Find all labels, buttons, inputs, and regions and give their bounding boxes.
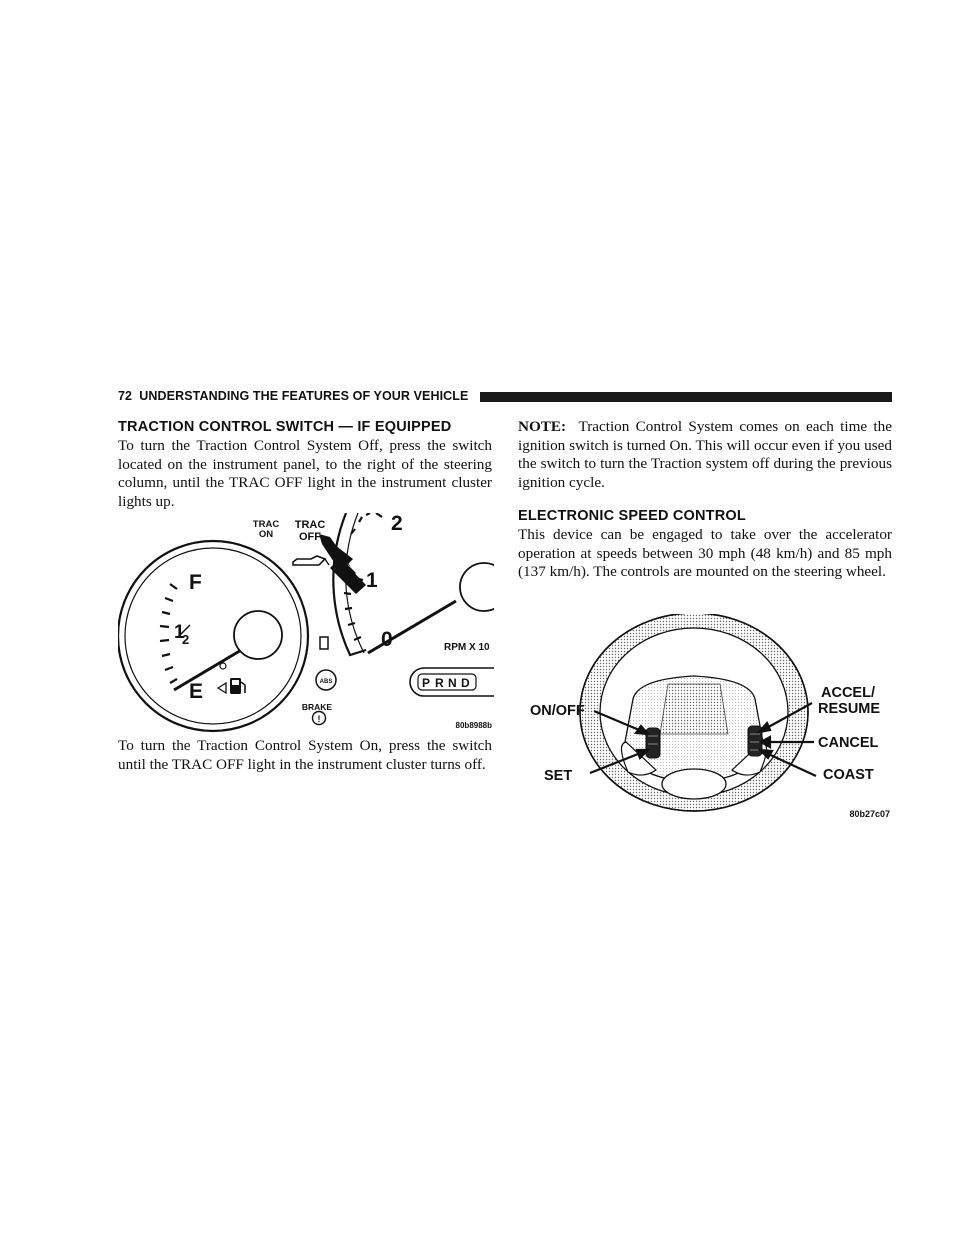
trac-off-label-2: OFF [299, 531, 321, 543]
fuel-pivot-dot [220, 663, 226, 669]
brake-label: BRAKE [301, 702, 333, 712]
page-header [118, 389, 892, 405]
header-rule [480, 392, 892, 402]
traction-para-on: To turn the Traction Control System On, press the switch until the TRAC OFF light in the instrument cluster turns off. [118, 737, 492, 773]
prnd-n: N [448, 676, 457, 690]
rpm-label: RPM X 10 [444, 642, 490, 653]
accel-label: ACCEL/ [821, 685, 875, 701]
prnd-p: P [422, 676, 431, 690]
fuel-full-label: F [189, 571, 202, 594]
note-paragraph [518, 418, 892, 493]
left-column [118, 418, 492, 512]
fuel-empty-label: E [189, 680, 204, 703]
prnd-r: R [435, 676, 444, 690]
note-text: Traction Control System comes on each time the ignition switch is turned On. This will occur even if you used the switch to turn the Traction system off during the previous ignition cycle. [518, 418, 892, 492]
fuel-needle-hub [234, 611, 282, 659]
page-number: 72 [118, 389, 133, 403]
brake-symbol: ! [317, 714, 321, 724]
speed-control-heading: ELECTRONIC SPEED CONTROL [518, 508, 746, 524]
steering-wheel-figure [518, 614, 892, 824]
trac-on-label-1: TRAC [252, 519, 280, 530]
prnd-d: D [461, 676, 470, 690]
fuel-pump-icon [218, 678, 245, 694]
section-title: UNDERSTANDING THE FEATURES OF YOUR VEHICLE [139, 389, 469, 403]
fuel-half-label: 1 [174, 622, 185, 643]
right-column [518, 418, 892, 493]
trac-off-label-1: TRAC [294, 519, 326, 531]
speed-control-para: This device can be engaged to take over the accelerator operation at speeds between 30 mph (48 km/h) and 85 mph (137 km/h). The controls are mounted on the steering wheel. [518, 526, 892, 581]
wheel-figure-id: 80b27c07 [849, 809, 890, 819]
traction-para-off: To turn the Traction Control System Off, press the switch located on the instrument panel, to the right of the steering column, until the TRAC OFF light in the instrument cluster lights up. [118, 437, 492, 511]
header-text [118, 389, 468, 403]
abs-label: ABS [319, 679, 333, 685]
resume-label: RESUME [818, 701, 881, 717]
tach-0-label: 0 [381, 628, 393, 651]
fuel-pump-icon-small [320, 637, 328, 649]
on-off-label: ON/OFF [530, 703, 585, 719]
cancel-label: CANCEL [818, 735, 879, 751]
traction-heading: TRACTION CONTROL SWITCH — IF EQUIPPED [118, 419, 452, 435]
note-label: NOTE: [518, 418, 567, 435]
fuel-half-denominator: 2 [182, 632, 190, 647]
instrument-cluster-figure [118, 513, 494, 735]
tach-2-label: 2 [391, 513, 403, 535]
set-label: SET [544, 768, 573, 784]
dash-figure-id: 80b8988b [455, 721, 492, 730]
lower-spoke-opening [662, 769, 726, 799]
trac-on-label-2: ON [258, 529, 274, 540]
tach-1-label: 1 [366, 569, 378, 592]
oil-pressure-icon [293, 556, 325, 565]
airbag-cover [660, 684, 728, 734]
coast-label: COAST [823, 767, 874, 783]
tach-needle-hub [460, 563, 494, 611]
